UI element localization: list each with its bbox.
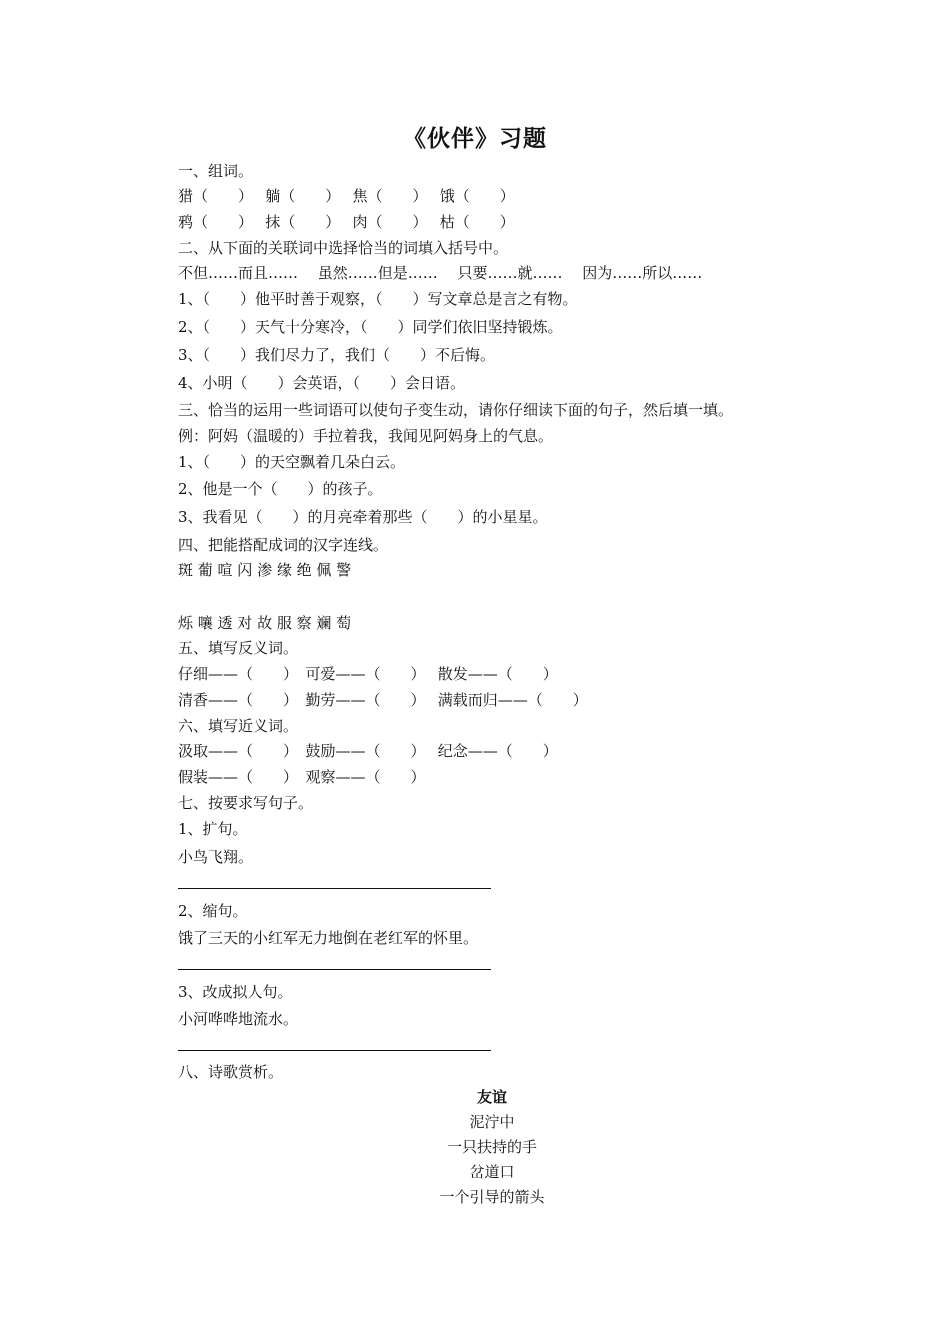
section-3-heading: 三、恰当的运用一些词语可以使句子变生动，请你仔细读下面的句子，然后填一填。 bbox=[178, 401, 734, 419]
word-group-row-1: 猎（ ） 躺（ ） 焦（ ） 饿（ ） bbox=[178, 187, 515, 205]
section-6-heading: 六、填写近义词。 bbox=[178, 717, 299, 735]
shorten-sentence: 饿了三天的小红军无力地倒在老红军的怀里。 bbox=[178, 929, 479, 947]
synonym-row-2: 假装——（ ） 观察——（ ） bbox=[178, 768, 426, 786]
poem-line-4: 一个引导的箭头 bbox=[439, 1188, 545, 1206]
conjunction-question-2: 2、（ ）天气十分寒冷，（ ）同学们依旧坚持锻炼。 bbox=[178, 318, 563, 336]
shorten-label: 2、缩句。 bbox=[178, 902, 248, 920]
poem-line-1: 泥泞中 bbox=[469, 1113, 515, 1131]
page-title: 《伙伴》习题 bbox=[403, 125, 547, 152]
conjunction-question-1: 1、（ ）他平时善于观察，（ ）写文章总是言之有物。 bbox=[178, 290, 578, 308]
section-2-heading: 二、从下面的关联词中选择恰当的词填入括号中。 bbox=[178, 239, 509, 257]
section-7-heading: 七、按要求写句子。 bbox=[178, 794, 314, 812]
poem-title: 友谊 bbox=[476, 1088, 507, 1106]
section-8-heading: 八、诗歌赏析。 bbox=[178, 1063, 284, 1081]
expand-sentence: 小鸟飞翔。 bbox=[178, 848, 254, 866]
section-3-example: 例：阿妈（温暖的）手拉着我，我闻见阿妈身上的气息。 bbox=[178, 427, 554, 445]
match-row-1: 斑 葡 喧 闪 渗 缘 绝 佩 警 bbox=[178, 561, 352, 579]
section-1-heading: 一、组词。 bbox=[178, 162, 254, 180]
poem-line-3: 岔道口 bbox=[469, 1163, 515, 1181]
answer-line-3[interactable] bbox=[178, 1050, 491, 1051]
section-5-heading: 五、填写反义词。 bbox=[178, 639, 299, 657]
word-group-row-2: 鸦（ ） 抹（ ） 肉（ ） 枯（ ） bbox=[178, 213, 515, 231]
match-row-2: 烁 嚷 透 对 故 服 察 斓 萄 bbox=[178, 614, 352, 632]
personify-label: 3、改成拟人句。 bbox=[178, 983, 293, 1001]
fill-question-2: 2、他是一个（ ）的孩子。 bbox=[178, 480, 383, 498]
synonym-row-1: 汲取——（ ） 鼓励——（ ） 纪念——（ ） bbox=[178, 742, 558, 760]
expand-label: 1、扩句。 bbox=[178, 820, 248, 838]
fill-question-3: 3、我看见（ ）的月亮牵着那些（ ）的小星星。 bbox=[178, 508, 548, 526]
personify-sentence: 小河哗哗地流水。 bbox=[178, 1010, 299, 1028]
poem-line-2: 一只扶持的手 bbox=[446, 1138, 537, 1156]
conjunction-question-3: 3、（ ）我们尽力了，我们（ ）不后悔。 bbox=[178, 346, 496, 364]
antonym-row-1: 仔细——（ ） 可爱——（ ） 散发——（ ） bbox=[178, 665, 558, 683]
conjunction-question-4: 4、小明（ ）会英语，（ ）会日语。 bbox=[178, 374, 466, 392]
fill-question-1: 1、（ ）的天空飘着几朵白云。 bbox=[178, 453, 406, 471]
section-4-heading: 四、把能搭配成词的汉字连线。 bbox=[178, 536, 389, 554]
answer-line-2[interactable] bbox=[178, 969, 491, 970]
antonym-row-2: 清香——（ ） 勤劳——（ ） 满载而归——（ ） bbox=[178, 691, 588, 709]
answer-line-1[interactable] bbox=[178, 888, 491, 889]
conjunction-options: 不但……而且…… 虽然……但是…… 只要……就…… 因为……所以…… bbox=[178, 264, 703, 282]
